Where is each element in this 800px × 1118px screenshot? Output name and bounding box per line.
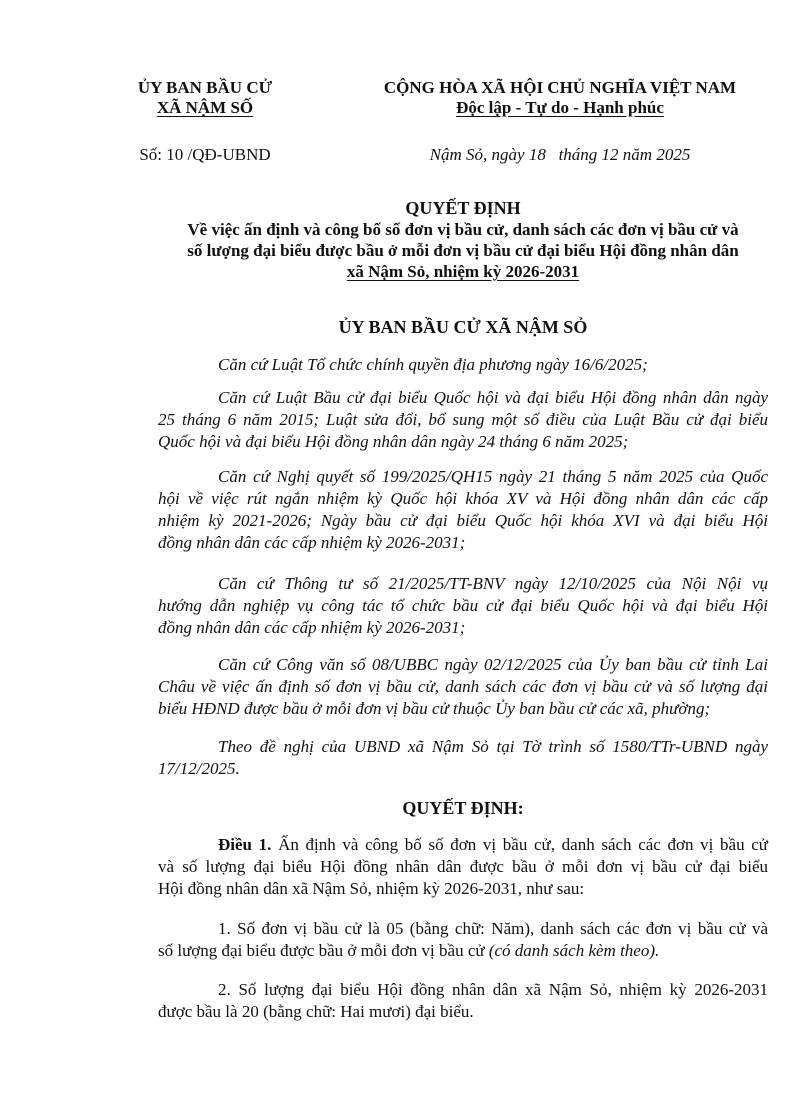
preamble-line: Căn cứ Công văn số 08/UBBC ngày 02/12/2025 của Ủy ban bầu cử tỉnh Lai xyxy=(218,655,768,674)
preamble-line: hướng dẫn nghiệp vụ công tác tổ chức bầu cử đại biểu Quốc hội và đại biểu Hội xyxy=(158,596,768,615)
preamble-line: Căn cứ Luật Tổ chức chính quyền địa phương ngày 16/6/2025; xyxy=(218,355,648,374)
item-1-line: 1. Số đơn vị bầu cử là 05 (bằng chữ: Năm), danh sách các đơn vị bầu cử và xyxy=(218,919,768,938)
document-title: QUYẾT ĐỊNH xyxy=(405,198,521,218)
item-1-note: (có danh sách kèm theo). xyxy=(488,941,660,960)
preamble-line: Căn cứ Luật Bầu cử đại biểu Quốc hội và đại biểu Hội đồng nhân dân ngày xyxy=(218,388,768,407)
item-1-text: số lượng đại biểu được bầu ở mỗi đơn vị bầu cử xyxy=(158,941,489,960)
decision-heading: QUYẾT ĐỊNH: xyxy=(402,798,524,818)
subject-line xyxy=(158,262,768,282)
authority-heading: ỦY BAN BẦU CỬ XÃ NẬM SỎ xyxy=(338,317,588,337)
article-1-text: Ấn định và công bố số đơn vị bầu cử, danh sách các đơn vị bầu cử xyxy=(271,835,769,854)
item-1-line xyxy=(158,941,768,961)
document-number: Số: 10 /QĐ-UBND xyxy=(139,145,271,164)
item-2-line: được bầu là 20 (bằng chữ: Hai mươi) đại biểu. xyxy=(158,1002,474,1021)
preamble-line: Theo đề nghị của UBND xã Nậm Sỏ tại Tờ trình số 1580/TTr-UBND ngày xyxy=(218,737,768,756)
motto xyxy=(340,98,780,118)
preamble-line: biểu HĐND được bầu ở mỗi đơn vị bầu cử thuộc Ủy ban bầu cử các xã, phường; xyxy=(158,699,711,718)
preamble-line: nhiệm kỳ 2021-2026; Ngày bầu cử đại biểu Quốc hội khóa XVI và đại biểu Hội xyxy=(158,511,768,530)
org-commune-text: XÃ NẬM SỐ xyxy=(156,98,254,117)
motto-text: Độc lập - Tự do - Hạnh phúc xyxy=(456,98,664,117)
preamble-line: Quốc hội và đại biểu Hội đồng nhân dân ngày 24 tháng 6 năm 2025; xyxy=(158,432,629,451)
preamble-line: hội về việc rút ngắn nhiệm kỳ Quốc hội khóa XV và Hội đồng nhân dân các cấp xyxy=(158,489,768,508)
preamble-line: 25 tháng 6 năm 2015; Luật sửa đổi, bổ sung một số điều của Luật Bầu cử đại biểu xyxy=(158,410,768,429)
article-1-line: và số lượng đại biểu Hội đồng nhân dân được bầu ở mỗi đơn vị bầu cử đại biểu xyxy=(158,857,768,876)
preamble-line: Châu về việc ấn định số đơn vị bầu cử, danh sách các đơn vị bầu cử và số lượng đại xyxy=(158,677,768,696)
org-commune xyxy=(130,98,280,118)
item-2-line: 2. Số lượng đại biểu Hội đồng nhân dân xã Nậm Sỏ, nhiệm kỳ 2026-2031 xyxy=(218,980,768,999)
preamble-line: Căn cứ Nghị quyết số 199/2025/QH15 ngày 21 tháng 5 năm 2025 của Quốc xyxy=(218,467,768,486)
article-1-line: Hội đồng nhân dân xã Nậm Sỏ, nhiệm kỳ 2026-2031, như sau: xyxy=(158,879,585,898)
subject-line: số lượng đại biểu được bầu ở mỗi đơn vị bầu cử đại biểu Hội đồng nhân dân xyxy=(187,241,739,260)
preamble-line: 17/12/2025. xyxy=(158,759,240,778)
org-name: ỦY BAN BẦU CỬ xyxy=(137,78,273,97)
preamble-line: đồng nhân dân các cấp nhiệm kỳ 2026-2031; xyxy=(158,533,466,552)
subject-line: Về việc ấn định và công bố số đơn vị bầu cử, danh sách các đơn vị bầu cử và xyxy=(187,220,739,239)
preamble-line: Căn cứ Thông tư số 21/2025/TT-BNV ngày 12/10/2025 của Nội Nội vụ xyxy=(218,574,768,593)
subject-line-text: xã Nậm Sỏ, nhiệm kỳ 2026-2031 xyxy=(346,262,580,281)
article-1-line xyxy=(218,835,768,855)
national-title: CỘNG HÒA XÃ HỘI CHỦ NGHĨA VIỆT NAM xyxy=(383,78,737,97)
preamble-line: đồng nhân dân các cấp nhiệm kỳ 2026-2031; xyxy=(158,618,466,637)
article-1-label: Điều 1. xyxy=(218,835,272,854)
place-date: Nậm Sỏ, ngày 18 tháng 12 năm 2025 xyxy=(429,145,691,164)
